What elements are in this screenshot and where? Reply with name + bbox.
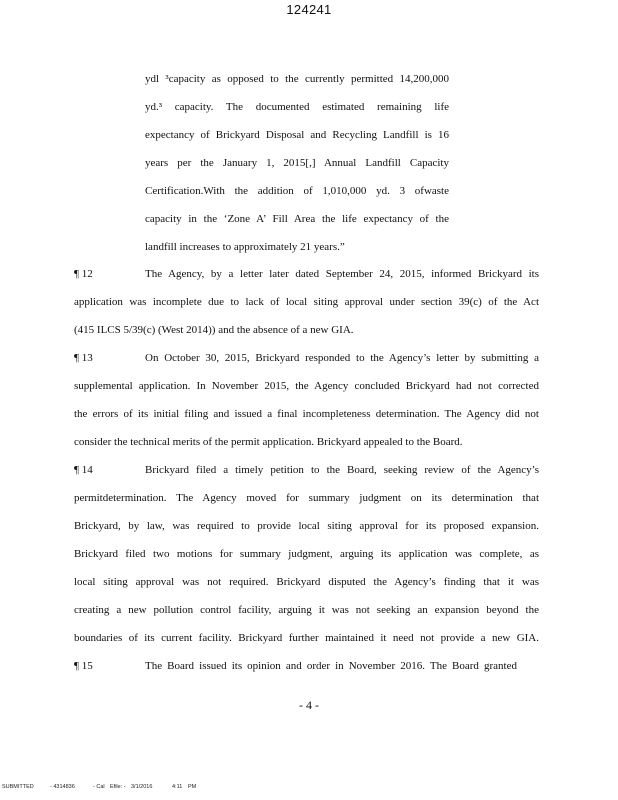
paragraph-line: (415 ILCS 5/39(c) (West 2014)) and the absence of a new GIA. <box>74 324 354 336</box>
footer-time: 4:11 <box>172 784 183 790</box>
paragraph-line: local siting approval was not required. Brickyard disputed the Agency’s finding that it was <box>74 576 539 588</box>
quote-line: landfill increases to approximately 21 years.” <box>145 241 345 253</box>
quote-line: years per the January 1, 2015[,] Annual Landfill Capacity <box>145 157 449 169</box>
footer-id: - 4314836 <box>50 784 75 790</box>
document-number: 124241 <box>286 2 332 17</box>
quote-line: ydl ³capacity as opposed to the currently permitted 14,200,000 <box>145 73 449 85</box>
paragraph-first-line: The Board issued its opinion and order in November 2016. The Board granted <box>145 660 517 672</box>
paragraph-number: ¶ 13 <box>74 352 93 364</box>
quote-line: expectancy of Brickyard Disposal and Recycling Landfill is 16 <box>145 129 449 141</box>
paragraph-line: consider the technical merits of the permit application. Brickyard appealed to the Board. <box>74 436 463 448</box>
footer-date: 3/1/2016 <box>131 784 153 790</box>
paragraph-line: Brickyard filed two motions for summary judgment, arguing its application was complete, as <box>74 548 539 560</box>
paragraph-line: boundaries of its current facility. Brickyard further maintained it need not provide a new GIA. <box>74 632 539 644</box>
paragraph-line: Brickyard, by law, was required to provide local siting approval for its proposed expansion. <box>74 520 539 532</box>
paragraph-first-line: On October 30, 2015, Brickyard responded to the Agency’s letter by submitting a <box>145 352 539 364</box>
footer-cal: - Cal <box>93 784 105 790</box>
footer-efile: Efile: - <box>110 784 126 790</box>
page-number: - 4 - <box>299 698 319 712</box>
paragraph-first-line: The Agency, by a letter later dated September 24, 2015, informed Brickyard its <box>145 268 539 280</box>
paragraph-line: the errors of its initial filing and issued a final incompleteness determination. The Agency did not <box>74 408 539 420</box>
paragraph-number: ¶ 15 <box>74 660 93 672</box>
paragraph-number: ¶ 12 <box>74 268 93 280</box>
footer-status: SUBMITTED <box>2 784 34 790</box>
quote-line: yd.³ capacity. The documented estimated remaining life <box>145 101 449 113</box>
paragraph-number: ¶ 14 <box>74 464 93 476</box>
paragraph-first-line: Brickyard filed a timely petition to the Board, seeking review of the Agency’s <box>145 464 539 476</box>
quote-line: capacity in the ‘Zone A’ Fill Area the life expectancy of the <box>145 213 449 225</box>
quote-line: Certification.With the addition of 1,010,000 yd. 3 ofwaste <box>145 185 449 197</box>
paragraph-line: permitdetermination. The Agency moved for summary judgment on its determination that <box>74 492 539 504</box>
paragraph-line: application was incomplete due to lack of local siting approval under section 39(c) of the Act <box>74 296 539 308</box>
paragraph-line: supplemental application. In November 2015, the Agency concluded Brickyard had not corrected <box>74 380 539 392</box>
paragraph-line: creating a new pollution control facility, arguing it was not seeking an expansion beyond the <box>74 604 539 616</box>
footer-ampm: PM <box>188 784 197 790</box>
